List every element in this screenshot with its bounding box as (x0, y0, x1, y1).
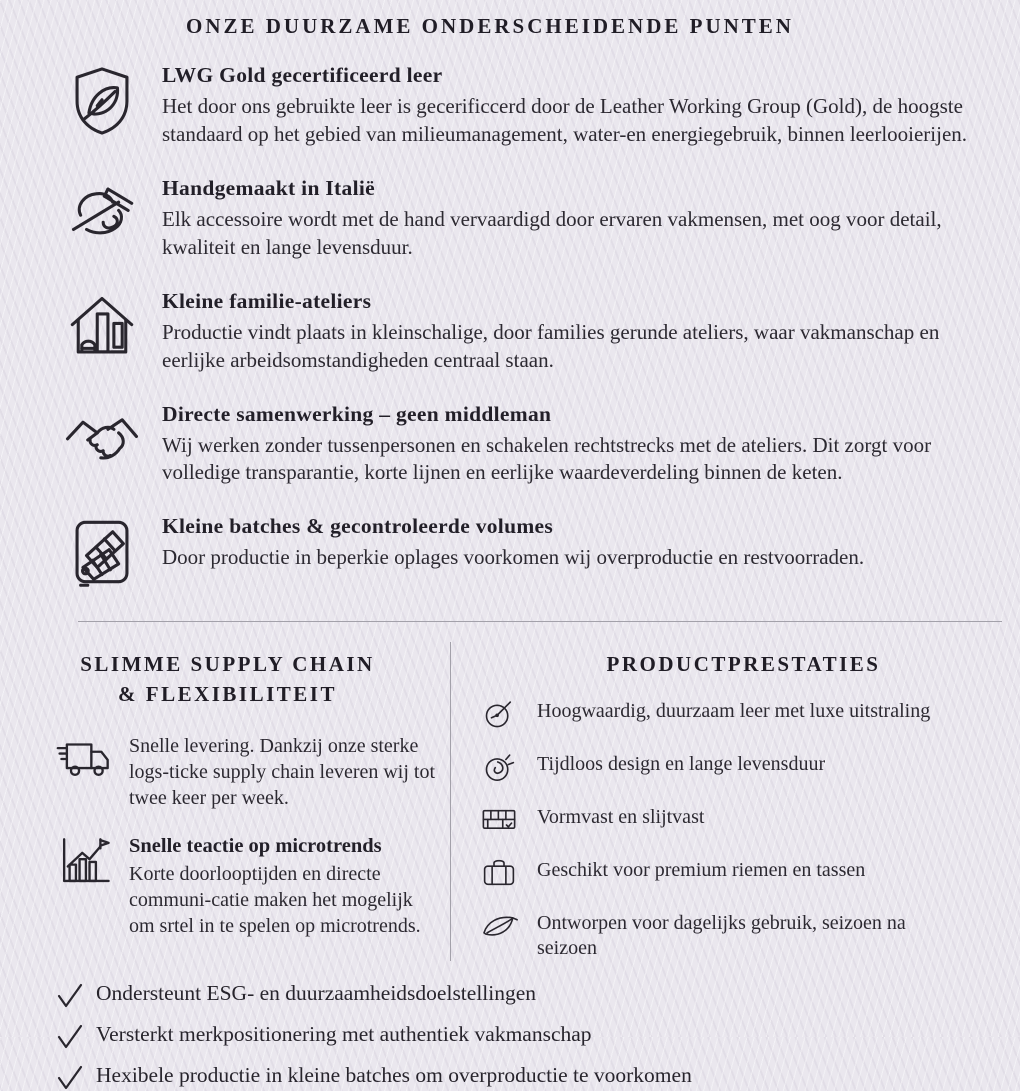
feature-title: LWG Gold gecertificeerd leer (162, 63, 443, 87)
delivery-truck-icon (55, 733, 115, 811)
microtrends-body: Korte doorlooptijden en directe communi-catie maken het mogelijk om srtel in te spelen op microtrends. (129, 863, 421, 938)
feature-body: Door productie in beperkie oplages voorkomen wij overproductie en restvoorraden. (162, 545, 865, 570)
hand-pen-icon (62, 176, 142, 262)
feature-family-ateliers (62, 289, 984, 375)
performance-item-timeless: Tijdloos design en lange levensduur (477, 747, 1010, 787)
feature-title: Handgemaakt in Italië (162, 175, 375, 200)
two-column-section (0, 642, 1020, 960)
feature-handmade-italy (62, 176, 984, 262)
feature-list (0, 63, 1020, 590)
benefits-checklist (56, 981, 980, 1091)
fast-delivery-item (55, 733, 440, 811)
feature-title: Directe samenwerking – geen middleman (162, 401, 552, 426)
supply-chain-header: SLIMME SUPPLY CHAIN & FLEXIBILITEIT (80, 652, 375, 706)
leaf-icon (477, 906, 521, 946)
bag-icon (477, 853, 521, 893)
performance-item-daily-use: Ontworpen voor dagelijks gebruik, seizoen na seizoen (477, 906, 1010, 961)
quality-check-icon (477, 694, 521, 734)
feature-small-batches (62, 514, 984, 590)
fast-delivery-text: Snelle levering. Dankzij onze sterke logs-ticke supply chain leveren wij tot twee keer per week. (129, 735, 436, 810)
feature-body: Elk accessoire wordt met de hand vervaardigd door ervaren vakmensen, met oog voor detail, kwaliteit en lange levensduur. (162, 206, 942, 259)
performance-item-quality: Hoogwaardig, duurzaam leer met luxe uitstraling (477, 694, 1010, 734)
checklist-item: Hexibele productie in kleine batches om overproductie te voorkomen (56, 1063, 980, 1091)
performance-item-bags: Geschikt voor premium riemen en tassen (477, 853, 1010, 893)
checkmark-icon (56, 1065, 84, 1091)
supply-chain-column (0, 642, 450, 960)
feature-body: Wij werken zonder tussenpersonen en schakelen rechtstrecks met de ateliers. Dit zorgt voor volledige transparantie, korte lijnen en eerlijke waardeverdeling binnen de keten. (162, 432, 932, 485)
feature-direct-cooperation (62, 402, 984, 488)
feature-title: Kleine familie-ateliers (162, 288, 372, 313)
microtrends-title: Snelle teactie op microtrends (129, 835, 382, 858)
feature-body: Productie vindt plaats in kleinschalige, door families gerunde ateliers, waar vakmanschap en eerlijke arbeidsomstandigheden centraal staan. (162, 319, 940, 372)
page-title: ONZE DUURZAME ONDERSCHEIDENDE PUNTEN (186, 14, 794, 38)
microtrends-item (55, 835, 440, 939)
checklist-item: Versterkt merkpositionering met authentiek vakmanschap (56, 1022, 980, 1050)
feature-body: Het door ons gebruikte leer is gecerificcerd door de Leather Working Group (Gold), de hoogste standaard op het gebied van milieumanagement, water-en energiegebruik, binnen leerlooierijen. (162, 94, 968, 146)
handshake-icon (62, 402, 142, 488)
durability-grid-icon (477, 800, 521, 840)
house-icon (62, 289, 142, 375)
checkmark-icon (56, 983, 84, 1009)
product-performance-column (450, 642, 1020, 960)
feature-title: Kleine batches & gecontroleerde volumes (162, 514, 554, 539)
checklist-item: Ondersteunt ESG- en duurzaamheidsdoelstellingen (56, 981, 980, 1009)
product-performance-header: PRODUCTPRESTATIES (606, 652, 881, 677)
swatches-icon (62, 514, 142, 590)
timeless-clock-icon (477, 747, 521, 787)
growth-chart-icon (55, 835, 115, 939)
performance-item-durable: Vormvast en slijtvast (477, 800, 1010, 840)
shield-leaf-icon (62, 63, 142, 149)
feature-lwg-gold (62, 63, 984, 149)
horizontal-divider (78, 621, 1002, 622)
